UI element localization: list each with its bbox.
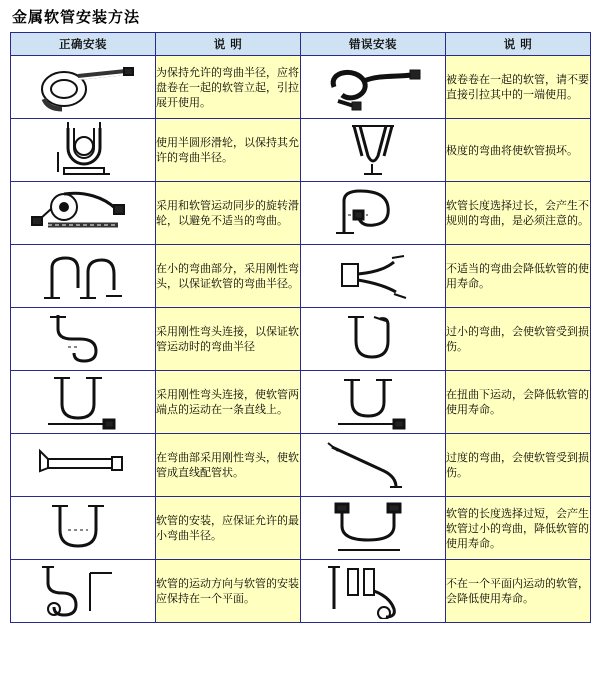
table-row	[11, 434, 591, 497]
correct-illustration-cell	[11, 497, 156, 560]
rigid-elbow-connection-icon	[11, 311, 155, 367]
sharp-bend-hose-icon	[301, 122, 445, 178]
table-row	[11, 560, 591, 623]
coiled-hose-pulled-icon	[301, 59, 445, 115]
correct-note-cell: 软管的运动方向与软管的安装应保持在一个平面。	[156, 560, 301, 623]
wrong-illustration-cell	[301, 245, 446, 308]
page-title: 金属软管安装方法	[12, 8, 141, 26]
wrong-illustration-cell	[301, 182, 446, 245]
column-header-wrong-install: 错误安装	[301, 33, 446, 56]
column-header-correct-note: 说 明	[156, 33, 301, 56]
wrong-note-cell: 被卷卷在一起的软管，请不要直接引拉其中的一端使用。	[446, 56, 591, 119]
table-row	[11, 371, 591, 434]
wrong-note-cell: 在扭曲下运动，会降低软管的使用寿命。	[446, 371, 591, 434]
coiled-hose-flat-icon	[11, 59, 155, 115]
table-body	[11, 56, 591, 623]
correct-illustration-cell	[11, 560, 156, 623]
out-of-plane-motion-icon	[301, 563, 445, 619]
min-bend-radius-install-icon	[11, 500, 155, 556]
wrong-illustration-cell	[301, 119, 446, 182]
wrong-illustration-cell	[301, 434, 446, 497]
twisted-hose-motion-icon	[301, 374, 445, 430]
table-row	[11, 497, 591, 560]
correct-illustration-cell	[11, 182, 156, 245]
wrong-note-cell: 过小的弯曲，会使软管受到损伤。	[446, 308, 591, 371]
rotating-pulley-chain-icon	[11, 185, 155, 241]
wrong-illustration-cell	[301, 497, 446, 560]
straight-pipe-elbow-icon	[11, 437, 155, 493]
table-header-row	[11, 33, 591, 56]
correct-illustration-cell	[11, 245, 156, 308]
table-header	[11, 33, 591, 56]
too-long-hose-icon	[301, 500, 445, 556]
wrong-note-cell: 不在一个平面内运动的软管，会降低使用寿命。	[446, 560, 591, 623]
correct-note-cell: 在弯曲部采用刚性弯头，使软管成直线配管状。	[156, 434, 301, 497]
wrong-note-cell: 不适当的弯曲会降低软管的使用寿命。	[446, 245, 591, 308]
wrong-note-cell: 过度的弯曲，会使软管受到损伤。	[446, 434, 591, 497]
correct-note-cell: 软管的安装，应保证允许的最小弯曲半径。	[156, 497, 301, 560]
table-row	[11, 245, 591, 308]
table-row	[11, 308, 591, 371]
rigid-elbow-small-bend-icon	[11, 248, 155, 304]
correct-note-cell: 在小的弯曲部分，采用刚性弯头，以保证软管的弯曲半径。	[156, 245, 301, 308]
correct-note-cell: 采用和软管运动同步的旋转滑轮，以避免不适当的弯曲。	[156, 182, 301, 245]
wrong-note-cell: 极度的弯曲将使软管损坏。	[446, 119, 591, 182]
table-row	[11, 182, 591, 245]
long-hose-irregular-bend-icon	[301, 185, 445, 241]
wrong-illustration-cell	[301, 308, 446, 371]
wrong-illustration-cell	[301, 560, 446, 623]
wrong-note-cell: 软管的长度选择过短，会产生软管过小的弯曲，降低软管的使用寿命。	[446, 497, 591, 560]
wrong-illustration-cell	[301, 56, 446, 119]
correct-note-cell: 采用刚性弯头连接，以保证软管运动时的弯曲半径	[156, 308, 301, 371]
correct-illustration-cell	[11, 371, 156, 434]
correct-note-cell: 使用半圆形滑轮，以保持其允许的弯曲半径。	[156, 119, 301, 182]
wrong-note-cell: 软管长度选择过长，会产生不规则的弯曲，是必须注意的。	[446, 182, 591, 245]
wrong-illustration-cell	[301, 371, 446, 434]
installation-methods-table	[10, 32, 591, 623]
table-row	[11, 56, 591, 119]
same-plane-motion-icon	[11, 563, 155, 619]
correct-note-cell: 为保持允许的弯曲半径，应将盘卷在一起的软管立起，引拉展开使用。	[156, 56, 301, 119]
correct-illustration-cell	[11, 308, 156, 371]
column-header-wrong-note: 说 明	[446, 33, 591, 56]
column-header-correct-install: 正确安装	[11, 33, 156, 56]
correct-illustration-cell	[11, 434, 156, 497]
improper-bend-icon	[301, 248, 445, 304]
too-small-bend-icon	[301, 311, 445, 367]
excessive-bend-icon	[301, 437, 445, 493]
half-round-pulley-icon	[11, 122, 155, 178]
correct-illustration-cell	[11, 119, 156, 182]
correct-illustration-cell	[11, 56, 156, 119]
straight-line-motion-icon	[11, 374, 155, 430]
correct-note-cell: 采用刚性弯头连接，使软管两端点的运动在一条直线上。	[156, 371, 301, 434]
table-row	[11, 119, 591, 182]
